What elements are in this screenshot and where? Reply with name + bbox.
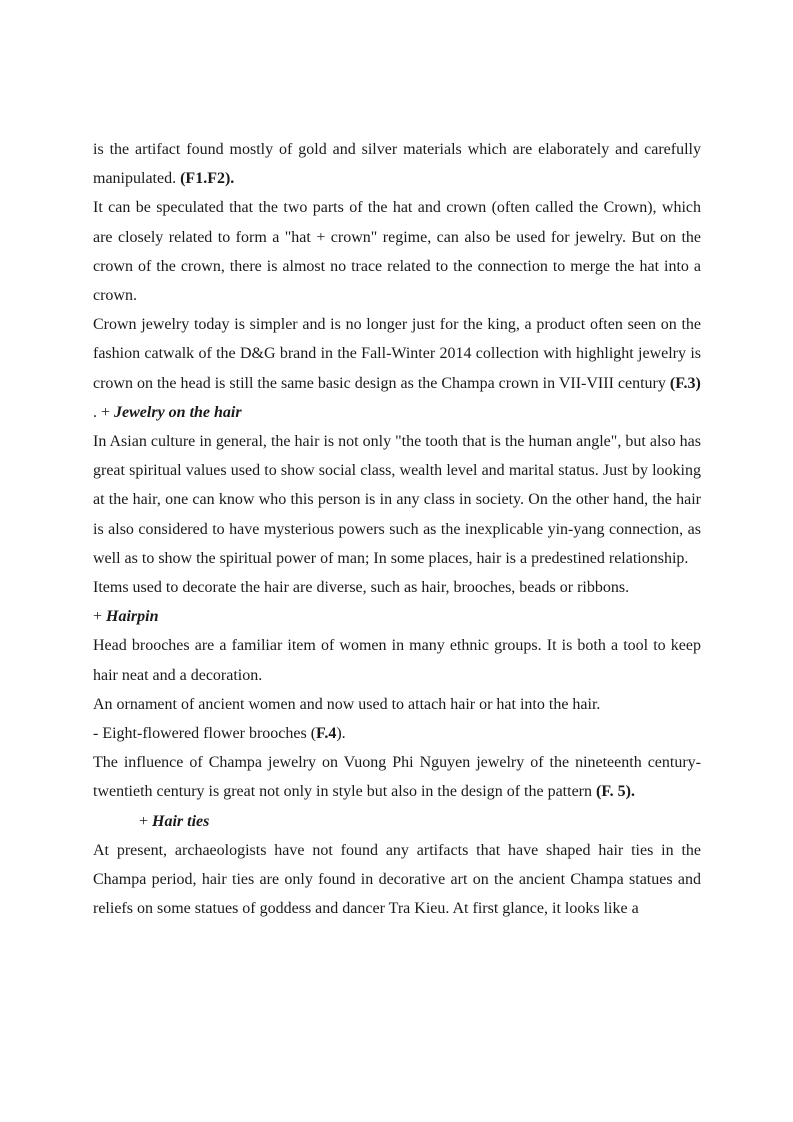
text-run: - Eight-flowered flower brooches (: [93, 725, 317, 743]
heading-text: Jewelry on the hair: [114, 403, 242, 421]
figure-reference: (F. 5).: [596, 783, 635, 801]
figure-reference: (F.3): [669, 374, 701, 392]
paragraph-hair-ties-archaeology: [93, 836, 701, 924]
text-run: In Asian culture in general, the hair is not only "the tooth that is the human angle", but also has great spiritual values used to show social class, wealth level and marital status. Just by looking at the hair, one can know who this person is in any class in society. On the other hand, the hair is also considered to have mysterious powers such as the inexplicable yin-yang connection, as well as to show the spiritual power of man; In some places, hair is a predestined relationship.: [93, 433, 701, 567]
paragraph-hair-decoration-items: [93, 573, 701, 602]
paragraph-asian-hair-culture: [93, 427, 701, 573]
text-run: The influence of Champa jewelry on Vuong Phi Nguyen jewelry of the nineteenth century-twentieth century is great not only in style but also in the design of the pattern: [93, 754, 701, 801]
paragraph-crown-materials: [93, 135, 701, 193]
figure-reference: (F1.F2).: [180, 170, 235, 188]
text-run: Items used to decorate the hair are diverse, such as hair, brooches, beads or ribbons.: [93, 579, 630, 597]
heading-prefix: +: [93, 608, 107, 626]
paragraph-head-brooches: [93, 631, 701, 689]
paragraph-eight-flowered-brooches: [93, 719, 701, 748]
figure-reference: F.4: [316, 725, 337, 743]
heading-jewelry-on-the-hair: [93, 398, 701, 427]
heading-text: Hairpin: [106, 608, 159, 626]
text-run: At present, archaeologists have not found any artifacts that have shaped hair ties in the Champa period, hair ties are only found in decorative art on the ancient Champa statues and reliefs on some statues of goddess and dancer Tra Kieu. At first glance, it looks like a: [93, 841, 701, 918]
heading-hair-ties: [93, 807, 701, 836]
text-run: Crown jewelry today is simpler and is no longer just for the king, a product often seen on the fashion catwalk of the D&G brand in the Fall-Winter 2014 collection with highlight jewelry is crown on the head is still the same basic design as the Champa crown in VII-VIII century: [93, 316, 701, 392]
heading-hairpin: [93, 602, 701, 631]
heading-text: Hair ties: [152, 812, 210, 830]
paragraph-crown-jewelry-today: [93, 310, 701, 398]
text-run: It can be speculated that the two parts of the hat and crown (often called the Crown), which are closely related to form a "hat + crown" regime, can also be used for jewelry. But on the crown of the crown, there is almost no trace related to the connection to merge the hat into a crown.: [93, 199, 701, 305]
paragraph-hat-crown-speculation: [93, 193, 701, 310]
paragraph-ornament-ancient-women: [93, 690, 701, 719]
text-run: Head brooches are a familiar item of women in many ethnic groups. It is both a tool to keep hair neat and a decoration.: [93, 637, 701, 684]
heading-prefix: . +: [93, 403, 115, 421]
text-run: ).: [336, 725, 346, 743]
heading-prefix: +: [139, 812, 153, 830]
text-run: An ornament of ancient women and now used to attach hair or hat into the hair.: [93, 695, 601, 713]
paragraph-champa-influence: [93, 748, 701, 806]
text-run: is the artifact found mostly of gold and silver materials which are elaborately and carefully manipulated.: [93, 141, 701, 188]
